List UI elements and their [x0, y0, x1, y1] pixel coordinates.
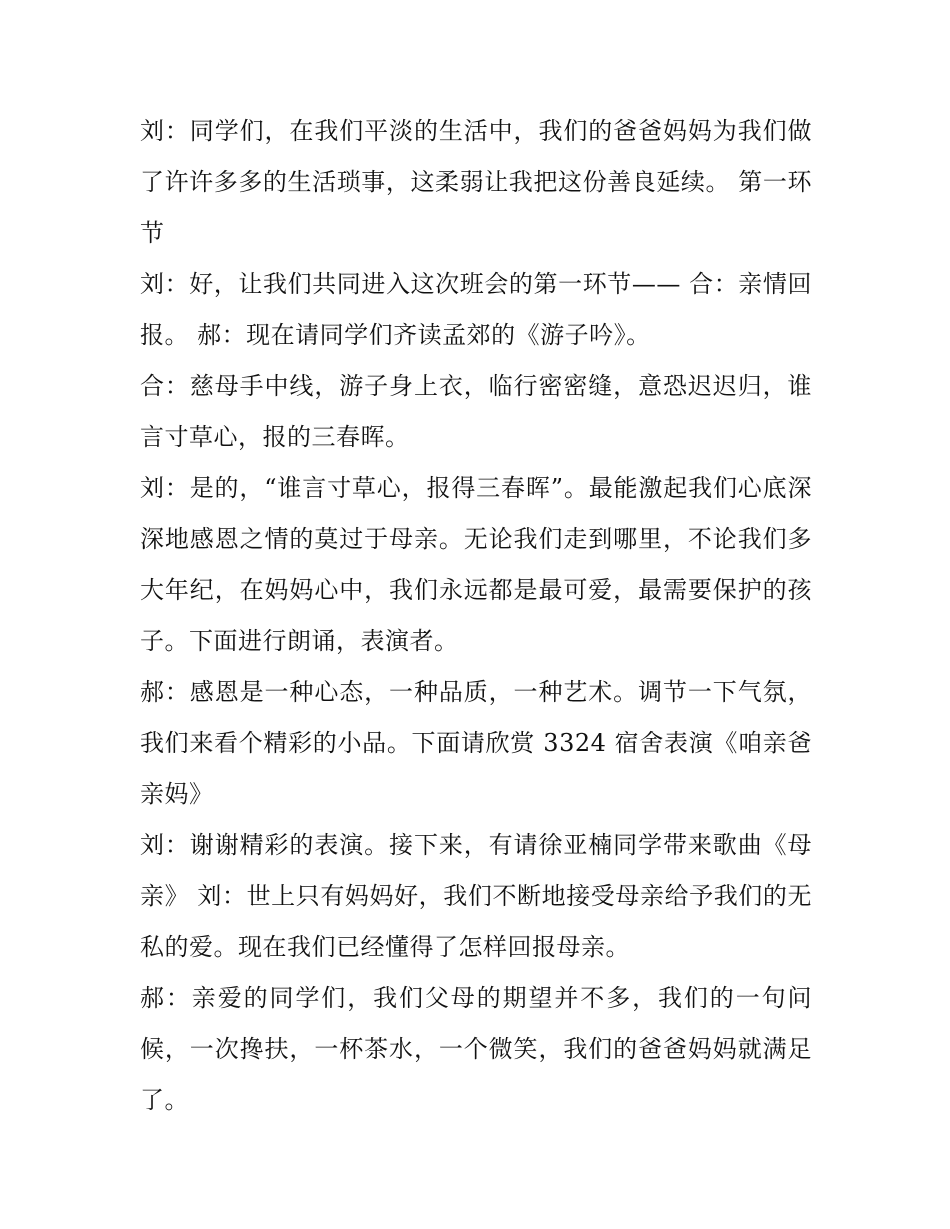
paragraph-7: 郝：亲爱的同学们，我们父母的期望并不多，我们的一句问候，一次搀扶，一杯茶水，一个微笑，我们的爸爸妈妈就满足了。	[140, 984, 812, 1114]
paragraph-6: 刘：谢谢精彩的表演。接下来，有请徐亚楠同学带来歌曲《母亲》 刘：世上只有妈妈好，我们不断地接受母亲给予我们的无私的爱。现在我们已经懂得了怎样回报母亲。	[140, 831, 812, 961]
paragraph-3: 合：慈母手中线，游子身上衣，临行密密缝，意恐迟迟归，谁言寸草心，报的三春晖。	[140, 372, 812, 451]
paragraph-5: 郝：感恩是一种心态，一种品质，一种艺术。调节一下气氛，我们来看个精彩的小品。下面请欣赏 3324 宿舍表演《咱亲爸亲妈》	[140, 678, 812, 808]
paragraph-2: 刘：好，让我们共同进入这次班会的第一环节—— 合：亲情回报。 郝：现在请同学们齐读孟郊的《游子吟》。	[140, 270, 812, 349]
paragraph-4: 刘：是的，“谁言寸草心，报得三春晖”。最能激起我们心底深深地感恩之情的莫过于母亲。无论我们走到哪里，不论我们多大年纪，在妈妈心中，我们永远都是最可爱，最需要保护的孩子。下面进行朗诵，表演者。	[140, 474, 812, 655]
paragraph-1: 刘：同学们，在我们平淡的生活中，我们的爸爸妈妈为我们做了许许多多的生活琐事，这柔弱让我把这份善良延续。 第一环节	[140, 117, 812, 247]
document-body	[140, 106, 812, 1126]
